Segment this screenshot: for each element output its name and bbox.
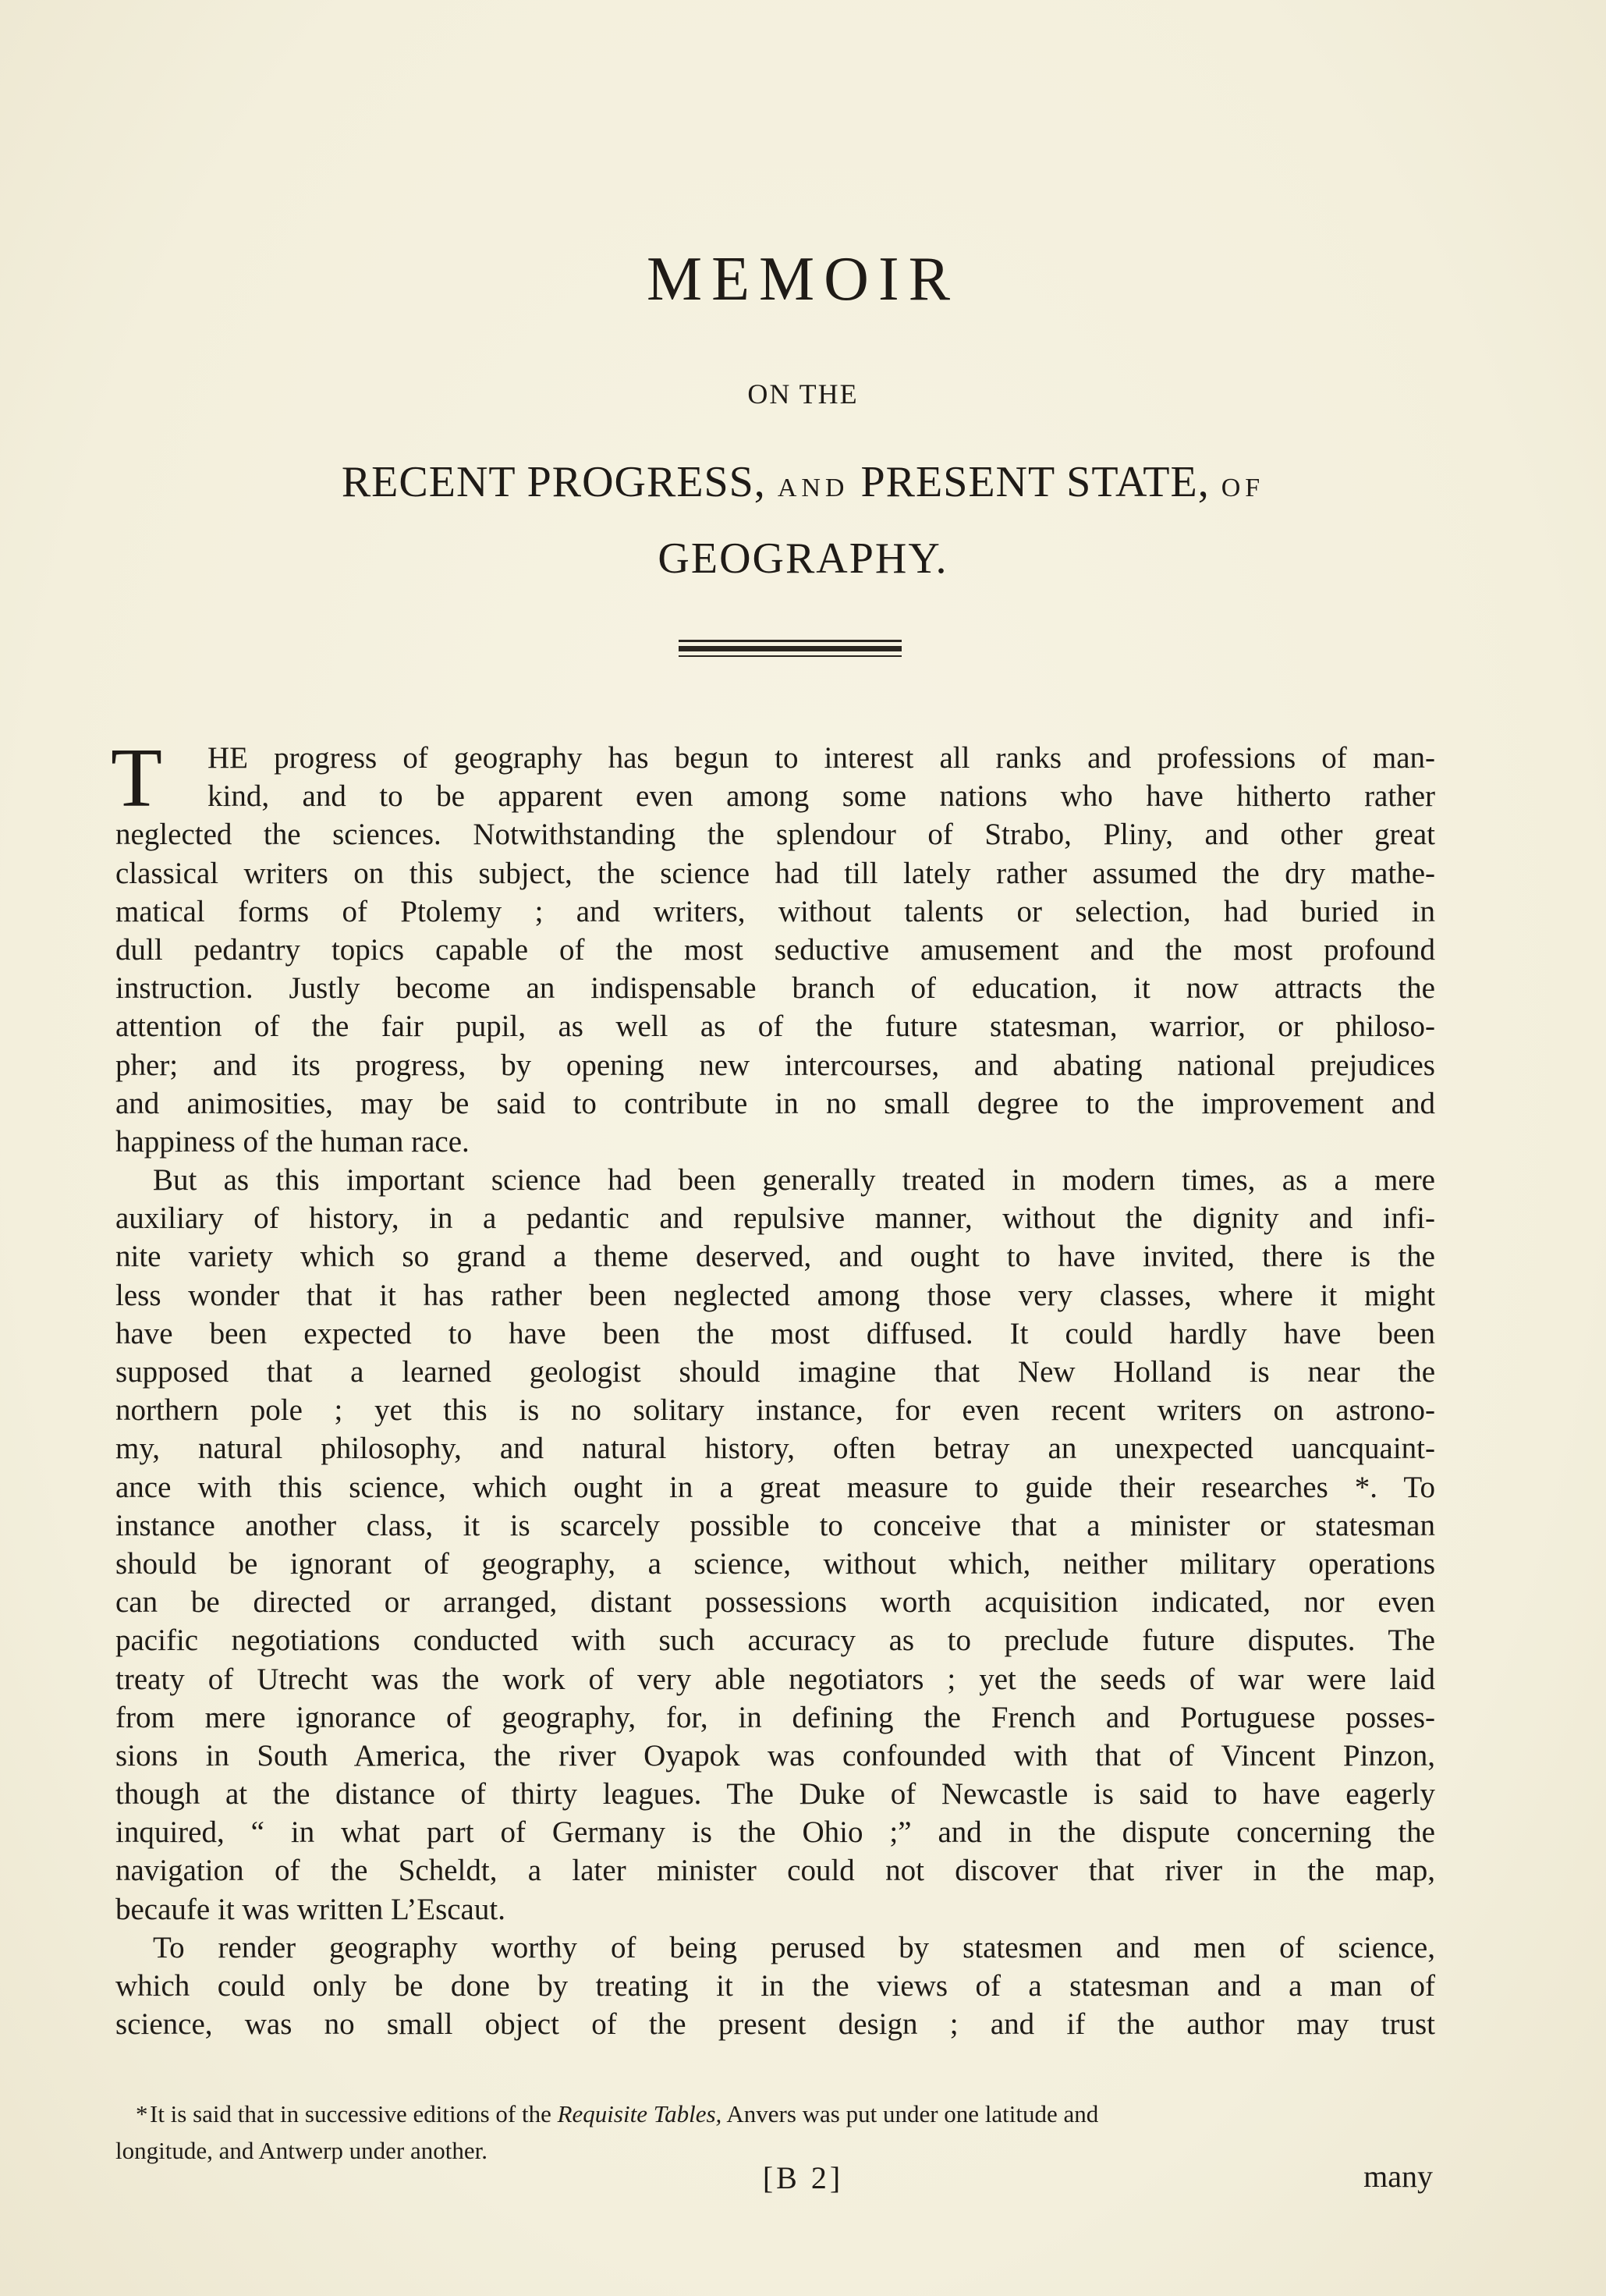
body-line: supposed that a learned geologist should imagine that New Holland is near the — [115, 1355, 1435, 1389]
footnote-text-a: It is said that in successive editions of the — [150, 2100, 551, 2127]
body-line: nite variety which so grand a theme deserved, and ought to have invited, there is the — [115, 1240, 1435, 1274]
body-line: from mere ignorance of geography, for, in defining the French and Portuguese posses- — [115, 1700, 1435, 1734]
body-line: neglected the sciences. Notwithstanding the splendour of Strabo, Pliny, and other great — [115, 818, 1435, 852]
body-line: HE progress of geography has begun to interest all ranks and professions of man- — [207, 741, 1435, 775]
body-line: instruction. Justly become an indispensable branch of education, it now attracts the — [115, 971, 1435, 1006]
body-line: kind, and to be apparent even among some nations who have hitherto rather — [207, 779, 1435, 814]
body-line: science, was no small object of the present design ; and if the author may trust — [115, 2007, 1435, 2042]
body-line: less wonder that it has rather been neglected among those very classes, where it might — [115, 1278, 1435, 1312]
body-line: becaufe it was written L’Escaut. — [115, 1892, 505, 1926]
body-line: sions in South America, the river Oyapok was confounded with that of Vincent Pinzon, — [115, 1738, 1435, 1773]
body-line: pher; and its progress, by opening new intercourses, and abating national prejudices — [115, 1048, 1435, 1082]
body-line: and animosities, may be said to contribute in no small degree to the improvement and — [115, 1086, 1435, 1120]
title-rule-bottom — [679, 655, 902, 657]
body-line: northern pole ; yet this is no solitary instance, for even recent writers on astrono- — [115, 1393, 1435, 1428]
footnote-line-2: longitude, and Antwerp under another. — [115, 2137, 487, 2164]
body-line: attention of the fair pupil, as well as of the future statesman, warrior, or philoso- — [115, 1010, 1435, 1044]
body-line: my, natural philosophy, and natural history, often betray an unexpected uancquaint- — [115, 1432, 1435, 1466]
body-text — [115, 739, 1435, 2043]
body-line: though at the distance of thirty leagues. The Duke of Newcastle is said to have eagerly — [115, 1777, 1435, 1812]
body-line: auxiliary of history, in a pedantic and repulsive manner, without the dignity and infi- — [115, 1201, 1435, 1236]
title-rule-thick — [679, 646, 902, 651]
body-line: happiness of the human race. — [115, 1124, 470, 1159]
subtitle-line-1 — [0, 460, 1606, 504]
subtitle-line-2: GEOGRAPHY. — [658, 534, 948, 583]
subtitle-of: OF — [1221, 474, 1265, 502]
subtitle-part-b: PRESENT STATE, — [860, 458, 1210, 506]
subtitle-part-a: RECENT PROGRESS, — [341, 458, 766, 506]
drop-cap: T — [111, 732, 162, 825]
title-rule-top — [679, 640, 902, 642]
body-line: classical writers on this subject, the science had till lately rather assumed the dry mathe- — [115, 856, 1435, 890]
footnote-italic-title: Requisite Tables, — [557, 2100, 722, 2127]
body-line: inquired, “ in what part of Germany is the Ohio ;” and in the dispute concerning the — [115, 1815, 1435, 1850]
body-line: can be directed or arranged, distant possessions worth acquisition indicated, nor even — [115, 1585, 1435, 1620]
title-connector: ON THE — [747, 378, 859, 410]
footnote-text-b: Anvers was put under one latitude and — [726, 2100, 1099, 2127]
body-line: ance with this science, which ought in a great measure to guide their researches *. To — [115, 1470, 1435, 1504]
body-line: navigation of the Scheldt, a later minister could not discover that river in the map, — [115, 1854, 1435, 1888]
catchword: many — [1363, 2159, 1433, 2194]
body-line: pacific negotiations conducted with such accuracy as to preclude future disputes. The — [115, 1624, 1435, 1658]
body-line: dull pedantry topics capable of the most seductive amusement and the most profound — [115, 932, 1435, 967]
footnote-marker: * — [136, 2100, 148, 2127]
body-line: matical forms of Ptolemy ; and writers, without talents or selection, had buried in — [115, 894, 1435, 928]
body-line: treaty of Utrecht was the work of very able negotiators ; yet the seeds of war were laid — [115, 1662, 1435, 1696]
body-line: should be ignorant of geography, a science, without which, neither military operations — [115, 1546, 1435, 1581]
body-line: have been expected to have been the most diffused. It could hardly have been — [115, 1316, 1435, 1350]
signature-mark: [B 2] — [762, 2160, 844, 2195]
body-line: But as this important science had been generally treated in modern times, as a mere — [153, 1163, 1435, 1198]
footnote — [115, 2095, 1435, 2169]
subtitle-and: AND — [777, 474, 849, 502]
page-title: MEMOIR — [647, 245, 959, 314]
body-line: instance another class, it is scarcely possible to conceive that a minister or statesman — [115, 1508, 1435, 1542]
body-line: which could only be done by treating it in the views of a statesman and a man of — [115, 1969, 1435, 2003]
body-line: To render geography worthy of being perused by statesmen and men of science, — [153, 1930, 1435, 1964]
